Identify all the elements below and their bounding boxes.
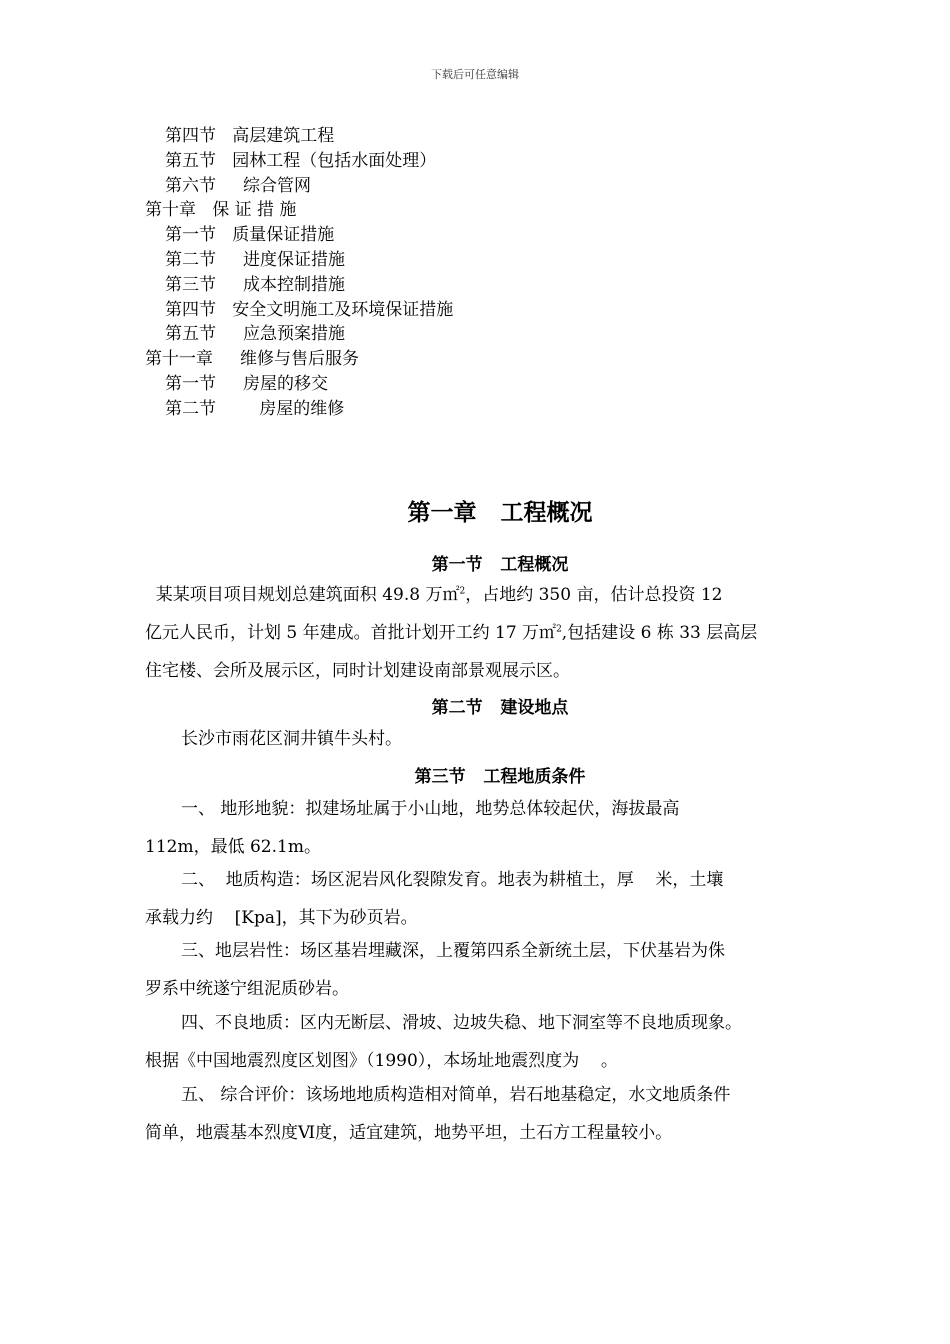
toc-item: 第五节 园林工程（包括水面处理） (165, 150, 437, 171)
toc-chapter: 第十章 保 证 措 施 (145, 200, 297, 221)
toc-item: 第一节 质量保证措施 (165, 225, 335, 246)
toc-item: 第三节 成本控制措施 (165, 274, 346, 295)
terrain-paragraph: 一、 地形地貌：拟建场址属于小山地，地势总体较起伏，海拔最高 112m，最低 62.1m。 (145, 799, 680, 857)
section-heading: 第二节 建设地点 (431, 698, 569, 718)
toc-item: 第六节 综合管网 (165, 175, 312, 196)
strata-paragraph: 三、地层岩性：场区基岩埋藏深，上覆第四系全新统土层，下伏基岩为侏 罗系中统遂宁组泥质砂岩。 (145, 941, 725, 999)
toc-item: 第四节 安全文明施工及环境保证措施 (165, 299, 454, 320)
evaluation-paragraph: 五、 综合评价：该场地地质构造相对简单，岩石地基稳定，水文地质条件 简单，地震基本烈度Ⅵ度，适宜建筑，地势平坦，土石方工程量较小。 (145, 1085, 731, 1143)
adverse-geology-paragraph: 四、不良地质：区内无断层、滑坡、边坡失稳、地下洞室等不良地质现象。 根据《中国地震烈度区划图》（1990），本场址地震烈度为 。 (145, 1013, 742, 1071)
toc-item: 第一节 房屋的移交 (165, 373, 329, 394)
chapter-title: 第一章 工程概况 (407, 500, 593, 526)
table-of-contents (145, 124, 845, 422)
section-heading: 第一节 工程概况 (431, 555, 569, 575)
section-heading: 第三节 工程地质条件 (414, 767, 586, 787)
toc-chapter: 第十一章 维修与售后服务 (145, 349, 360, 370)
geology-paragraph: 二、 地质构造：场区泥岩风化裂隙发育。地表为耕植土，厚 米，土壤 承载力约 [Kpa]，其下为砂页岩。 (145, 870, 724, 928)
toc-item: 第四节 高层建筑工程 (165, 126, 335, 146)
toc-item: 第二节 房屋的维修 (165, 398, 345, 419)
toc-item: 第二节 进度保证措施 (165, 249, 346, 270)
toc-item: 第五节 应急预案措施 (165, 324, 346, 345)
project-overview-paragraph: 某某项目项目规划总建筑面积 49.8 万㎡$^2$，占地约 350 亩，估计总投资 12 亿元人民币，计划 5 年建成。首批计划开工约 17 万㎡$^2$,包括建设 6 栋 33 层高层 住宅楼、会所及展示区，同时计划建设南部景观展示区。 (145, 585, 758, 681)
page-header: 下载后可任意编辑 (431, 68, 519, 81)
location-paragraph: 长沙市雨花区洞井镇牛头村。 (181, 729, 402, 749)
